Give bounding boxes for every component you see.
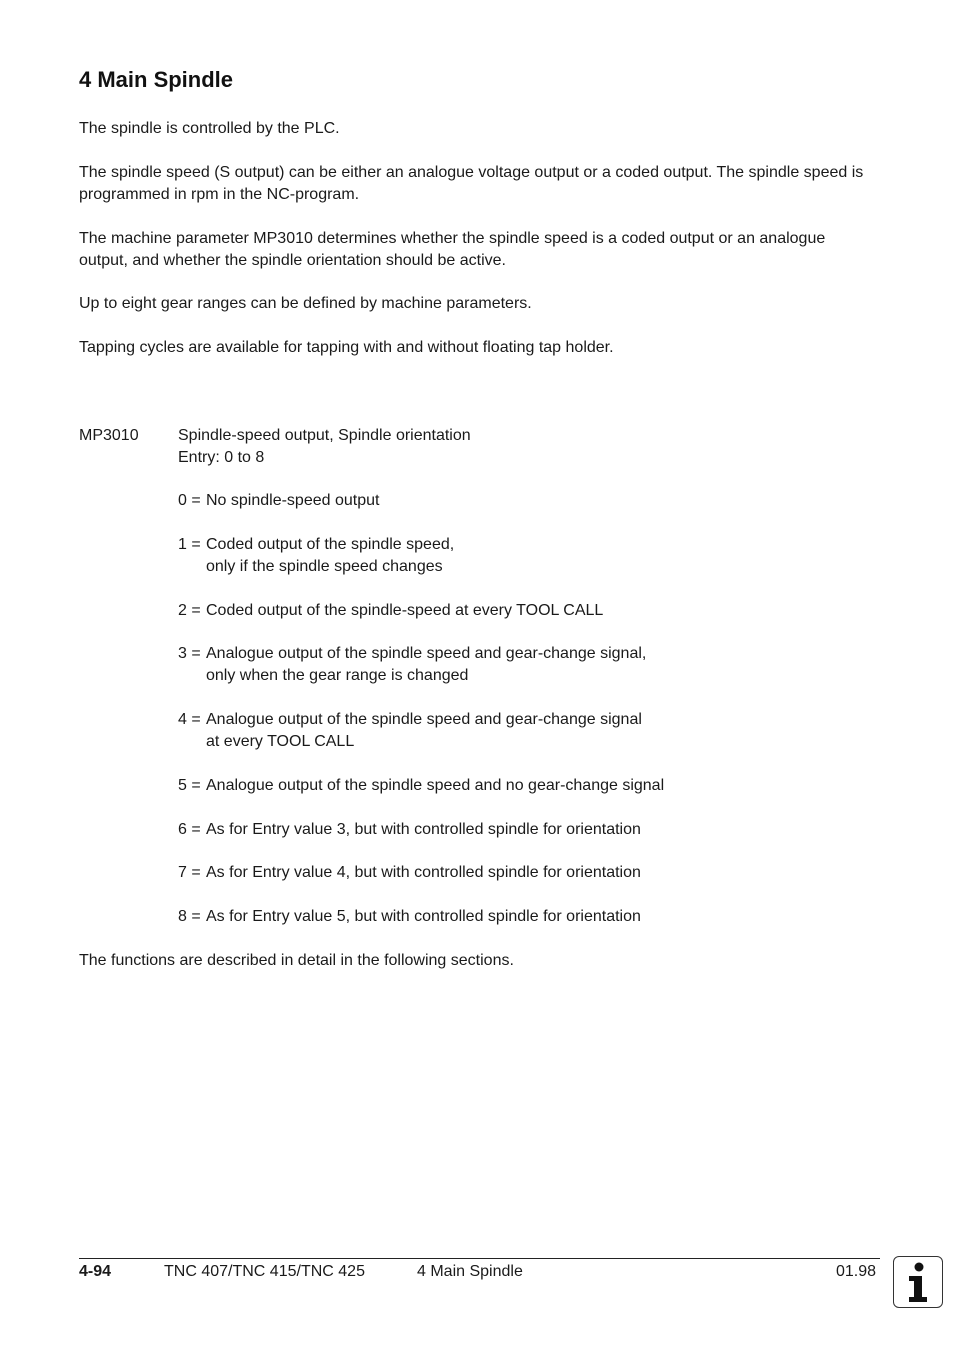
tapping-cycles-paragraph: Tapping cycles are available for tapping with and without floating tap holder. bbox=[79, 339, 614, 356]
entry-number: 7 = bbox=[178, 864, 201, 881]
entry-text-continuation: only if the spindle speed changes bbox=[206, 558, 443, 575]
entry-text: Analogue output of the spindle speed and no gear-change signal bbox=[206, 777, 665, 794]
parameter-description: Spindle-speed output, Spindle orientation bbox=[178, 427, 471, 444]
footer-divider bbox=[79, 1258, 880, 1259]
entry-item bbox=[178, 709, 642, 753]
entry-number: 2 = bbox=[178, 602, 201, 619]
page-title: 4 Main Spindle bbox=[79, 67, 234, 92]
entry-item bbox=[178, 819, 641, 841]
parameter-description-block bbox=[178, 425, 471, 469]
footer-page-number: 4-94 bbox=[79, 1263, 112, 1280]
machine-parameter-paragraph: The machine parameter MP3010 determines whether the spindle speed is a coded output or an analogue output, and whether the spindle orientation should be active. bbox=[79, 230, 826, 269]
entry-item bbox=[178, 534, 454, 578]
footer-model-list: TNC 407/TNC 415/TNC 425 bbox=[164, 1263, 365, 1280]
entry-item bbox=[178, 490, 379, 512]
parameter-entry-range: Entry: 0 to 8 bbox=[178, 449, 265, 466]
footer-date: 01.98 bbox=[836, 1263, 877, 1280]
parameter-name: MP3010 bbox=[79, 427, 139, 444]
entry-text: As for Entry value 5, but with controlled spindle for orientation bbox=[206, 908, 641, 925]
entry-text: Coded output of the spindle speed, bbox=[206, 536, 455, 553]
gear-ranges-paragraph: Up to eight gear ranges can be defined by machine parameters. bbox=[79, 295, 532, 312]
entry-text: No spindle-speed output bbox=[206, 492, 380, 509]
entry-text: Analogue output of the spindle speed and gear-change signal bbox=[206, 711, 642, 728]
entry-text: Analogue output of the spindle speed and gear-change signal, bbox=[206, 645, 647, 662]
entry-item bbox=[178, 906, 641, 928]
entry-item bbox=[178, 862, 641, 884]
entry-item bbox=[178, 775, 664, 797]
entry-number: 1 = bbox=[178, 536, 201, 553]
info-icon bbox=[893, 1256, 943, 1308]
entry-item bbox=[178, 643, 646, 687]
entry-number: 8 = bbox=[178, 908, 201, 925]
entry-number: 6 = bbox=[178, 821, 201, 838]
entry-number: 3 = bbox=[178, 645, 201, 662]
entry-text-continuation: only when the gear range is changed bbox=[206, 667, 469, 684]
footer-chapter: 4 Main Spindle bbox=[417, 1263, 523, 1280]
intro-paragraph: The spindle is controlled by the PLC. bbox=[79, 120, 340, 137]
entry-text: As for Entry value 3, but with controlled spindle for orientation bbox=[206, 821, 641, 838]
entry-number: 4 = bbox=[178, 711, 201, 728]
entry-number: 5 = bbox=[178, 777, 201, 794]
entry-text-continuation: at every TOOL CALL bbox=[206, 733, 355, 750]
entry-item bbox=[178, 600, 603, 622]
entry-text: As for Entry value 4, but with controlled spindle for orientation bbox=[206, 864, 641, 881]
spindle-speed-paragraph: The spindle speed (S output) can be either an analogue voltage output or a coded output. The spindle speed is programmed in rpm in the NC-program. bbox=[79, 164, 864, 203]
entry-text: Coded output of the spindle-speed at every TOOL CALL bbox=[206, 602, 604, 619]
entry-number: 0 = bbox=[178, 492, 201, 509]
closing-paragraph: The functions are described in detail in the following sections. bbox=[79, 952, 514, 969]
